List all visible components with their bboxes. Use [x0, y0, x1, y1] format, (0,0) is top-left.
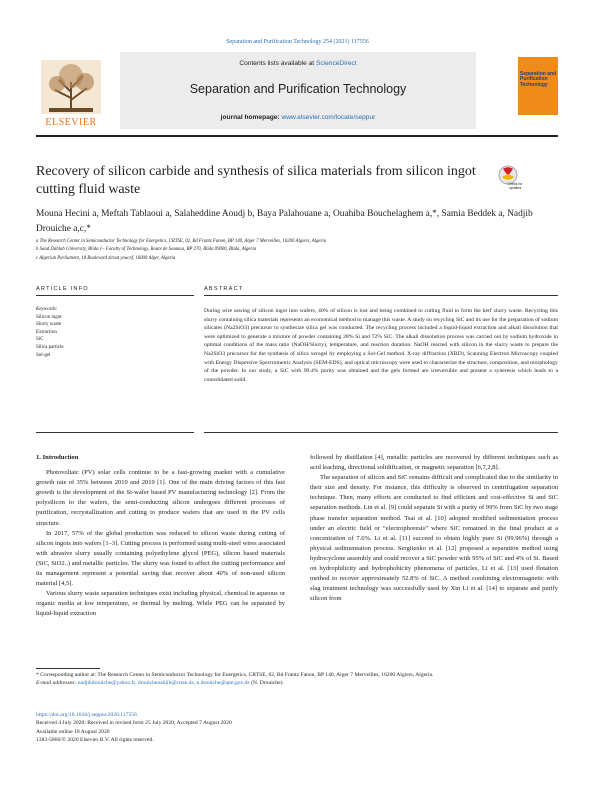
footnote-rule	[36, 668, 100, 669]
email-line	[36, 679, 558, 687]
keyword-item: Slurry waste	[36, 322, 62, 328]
keyword-item: Sol-gel	[36, 352, 51, 358]
check-for-updates-label[interactable]: Check for updates	[507, 182, 523, 190]
article-info-heading: ARTICLE INFO	[36, 286, 89, 292]
received-dates: Received 4 July 2020; Received in revised form 25 July 2020; Accepted 7 August 2020	[36, 720, 232, 727]
doi-link[interactable]: https://doi.org/10.1016/j.seppur.2020.117556	[36, 712, 137, 718]
body-paragraph: In 2017, 57% of the global production was reduced to silicon waste during cutting of silicon ingots into wafers [1–3]. Cutting process is performed using multi-steel wires associated with abrasive slurry usually containing polyethylene glycol (PEG), silicon based materials (SiC, SiO2..) and metallic particles. The slurry was found to affect the cutting performance and its management represent a potential saving that recover about 40% of non-used silicon material [4,5].	[36, 529, 285, 588]
abstract-text: During wire sawing of silicon ingot into wafers, 40% of silicon is lost and being combined to cutting fluid to form the kerf slurry waste. Recycling this slurry containing silica materials represents an economical method to manage this waste. A study on recycling SiC and its use for the preparation of sodium silicates (Na2SiO3) precursor to synthesize silica gel was conducted. The recycling process included a liquid-liquid extraction and alkali dissolution that were optimized to generate a mixture of powder containing 28% Si and 72% SiC. The alkali dissolution process was carried out by sodium hydroxide in optimal conditions of the mass ratio (NaOH/Slurry), temperature, and reaction duration. NaOH reacted with silicon in the slurry waste to prepare the Na2SiO3 precursor for the synthesis of silica xerogel by employing a Sol-Gel method. X-ray diffraction (XRD), Scanning Electron Microscopy coupled with Energy Dispersive Spectrometric Analysis (SEM-EDS), and optical microscopy were used to characterize the structure, composition, and morphology of the powder. In our study, a SiC with 99.4% purity was obtained and the gels formed are irreversible and present a syneresis which leads to a consolidated solid.	[204, 308, 558, 383]
keywords-block	[36, 306, 194, 359]
journal-citation[interactable]: Separation and Purification Technology 254 (2021) 117556	[226, 39, 369, 45]
keyword-item: Silica particle	[36, 344, 64, 350]
corresponding-author-note: * Corresponding author at: The Research Center in Semiconductor Technology for Energetics, CRTSE, 02, Bd Frantz Fanon, BP 140, Alger 7 Merveilles, 16200 Algiers, Algeria.	[36, 672, 434, 678]
abstract-bottom-rule	[204, 432, 558, 433]
email-suffix: (N. Drouiche).	[249, 680, 284, 687]
sciencedirect-link[interactable]: ScienceDirect	[315, 60, 357, 67]
contents-line	[120, 60, 476, 67]
affiliation-c: c Algerian Parliament, 18 Boulevard zirout youcef, 16000 Alger, Algeria	[36, 255, 176, 261]
article-title: Recovery of silicon carbide and synthesis of silica materials from silicon ingot cutting fluid waste	[36, 164, 476, 197]
journal-homepage	[120, 114, 476, 121]
keywords-label: Keywords:	[36, 307, 58, 312]
body-paragraph-continued: followed by distillation [4], metallic particles are recovered by different techniques such as acid leaching, directional solidification, or magnetic separation [6,7,2,8].	[310, 454, 558, 472]
email-addresses[interactable]: nadjibdrouiche@yahoo.fr, drouichenadjib@crtse.dz, n.drouiche@apn.gov.dz	[77, 680, 250, 687]
body-column-left	[36, 453, 285, 620]
cover-title: Separation and Purification Technology	[520, 71, 557, 88]
affiliation-a: a The Research Center in Semiconductor Technology for Energetics, CRTSE, 02, Bd Frantz Fanon, BP 140, Alger 7 Merveilles, 16200 Algiers, Algeria	[36, 239, 327, 244]
homepage-prefix: journal homepage:	[220, 114, 282, 121]
author-list: Mouna Hecini a, Meftah Tablaoui a, Salaheddine Aoudj b, Baya Palahouane a, Ouahiba Bouchelaghem a,*, Samia Beddek a, Nadjib Drouiche a,c,*	[36, 209, 533, 234]
body-column-right	[310, 453, 558, 604]
keyword-item: SiC	[36, 337, 44, 343]
body-paragraph: The separation of silicon and SiC remains difficult and complicated due to the similarity in their size and density. For instance, this difficulty is observed in centrifugation separation technique. Then, many efforts are conducted to find efficient and cost-effective Si and SiC separation methods. Lin et al. [9] could separate Si with a purity of 99% from SiC by two stage phase transfer separation method. Tsai et al. [10] adopted modified sedimentation process under an electric field or “electrophoresis” where SiC remained in the final product at a concentration of 7.6%. Li et al. [11] succeed to obtain highly pure Si (99.96%) through a physical sedimentation process. Sergiienko et al. [12] proposed a separation method using hydrocyclone assembly and could recover a SiC powder with 95% of SiC and 4% of Si. Based on hydrophilicity and hydrophobicity phenomena of particles, Li et al. [13] used flotation method to recover approximately 52.8% of SiC. A method combining electromagnetic with slag treatment technology was successfully used by Xin Li et al. [14] to separate and purify silicon from	[310, 474, 558, 603]
elsevier-wordmark: ELSEVIER	[45, 117, 97, 128]
publication-info	[36, 711, 558, 744]
keyword-item: Extraction	[36, 329, 57, 335]
affiliation-b: b Saad Dahlab University, Blida 1– Faculty of Technology, Route de Soumaa, BP 270, Blida 09000, Blida, Algeria	[36, 247, 257, 253]
journal-name[interactable]: Separation and Purification Technology	[189, 82, 407, 96]
body-paragraph: Various slurry waste separation techniques exist including physical, chemical in aqueous or organic media at low temperature, or thermal by melting. While PEG can be separated by liquid-liquid extraction	[36, 590, 285, 618]
abstract-heading: ABSTRACT	[204, 286, 244, 292]
header-rule	[36, 135, 558, 137]
email-label: E-mail addresses:	[36, 680, 78, 687]
available-online: Available online 18 August 2020	[36, 728, 110, 735]
copyright: 1383-5866/© 2020 Elsevier B.V. All rights reserved.	[36, 736, 154, 743]
homepage-link[interactable]: www.elsevier.com/locate/seppur	[281, 114, 376, 121]
abstract-rule	[204, 295, 558, 296]
affiliations	[36, 238, 558, 263]
contents-prefix: Contents lists available at	[239, 60, 316, 67]
introduction-heading: 1. Introduction	[36, 454, 79, 461]
article-info-rule	[36, 295, 194, 296]
keywords-bottom-rule	[36, 432, 194, 433]
body-paragraph: Photovoltaic (PV) solar cells continue to be a fast-growing market with a cumulative growth rate of 35% between 2010 and 2019 [1]. One of the main driving factors of this fast growth is the development of the Si-wafer based PV manufacturing technology [2]. From the polysilicon to the wafers, the semi-conducting silicon undergoes different processes of purification, recrystallization and cutting to produce wafers that are used in the PV cells structure.	[36, 469, 285, 527]
keyword-item: Silicon ingot	[36, 314, 62, 320]
footnotes	[36, 671, 558, 688]
